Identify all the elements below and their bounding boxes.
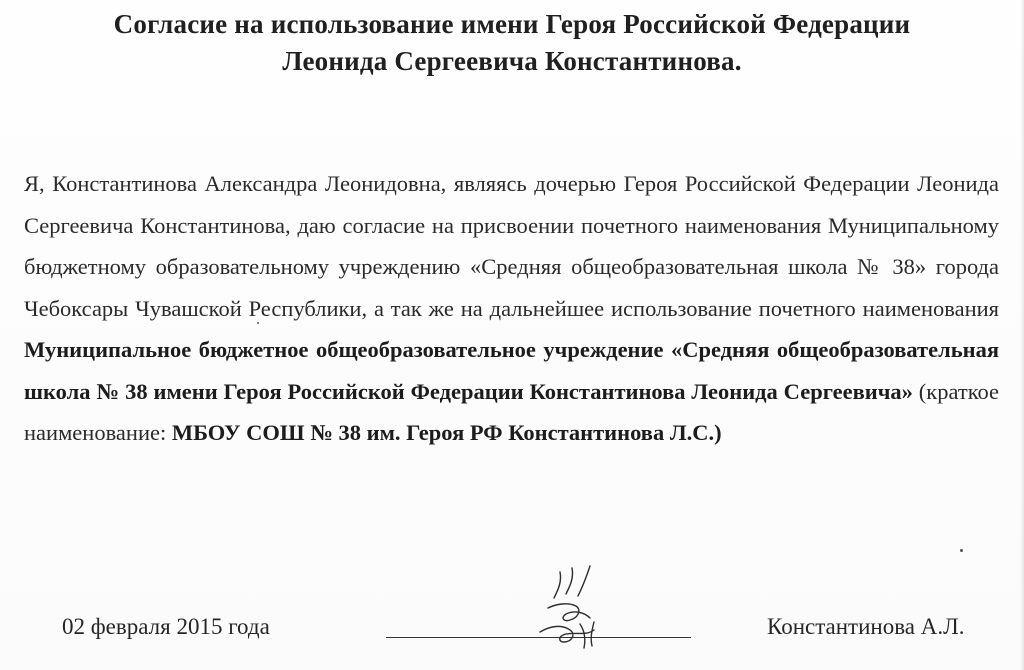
scan-edge-shadow <box>1020 0 1024 670</box>
signature-icon <box>520 560 630 655</box>
scan-speck <box>960 549 963 552</box>
document-title <box>0 6 1024 80</box>
document-date: 02 февраля 2015 года <box>62 614 270 639</box>
signer-name: Константинова А.Л. <box>767 614 965 639</box>
consent-paragraph <box>24 163 999 454</box>
title-line-1: Согласие на использование имени Героя Российской Федерации <box>113 9 911 39</box>
scan-speck <box>257 322 259 324</box>
consent-text-part-1: Я, Константинова Александра Леонидовна, являясь дочерью Героя Российской Федерации Леонида Сергеевича Константинова, даю согласие на присвоении почетного наименования Муниципальному бюджетному образовательному учреждению «Средняя общеобразовательная школа № 38» города Чебоксары Чувашской Республики, а так же на дальнейшее использование почетного наименования <box>24 171 999 321</box>
title-line-2: Леонида Сергеевича Константинова. <box>282 46 742 76</box>
full-school-name: Муниципальное бюджетное общеобразовательное учреждение «Средняя общеобразовательная школа № 38 имени Героя Российской Федерации Константинова Леонида Сергеевича» <box>24 337 999 404</box>
consent-text-part-2: (краткое наименование: <box>24 378 999 445</box>
short-school-name: МБОУ СОШ № 38 им. Героя РФ Константинова Л.С.) <box>171 420 722 445</box>
